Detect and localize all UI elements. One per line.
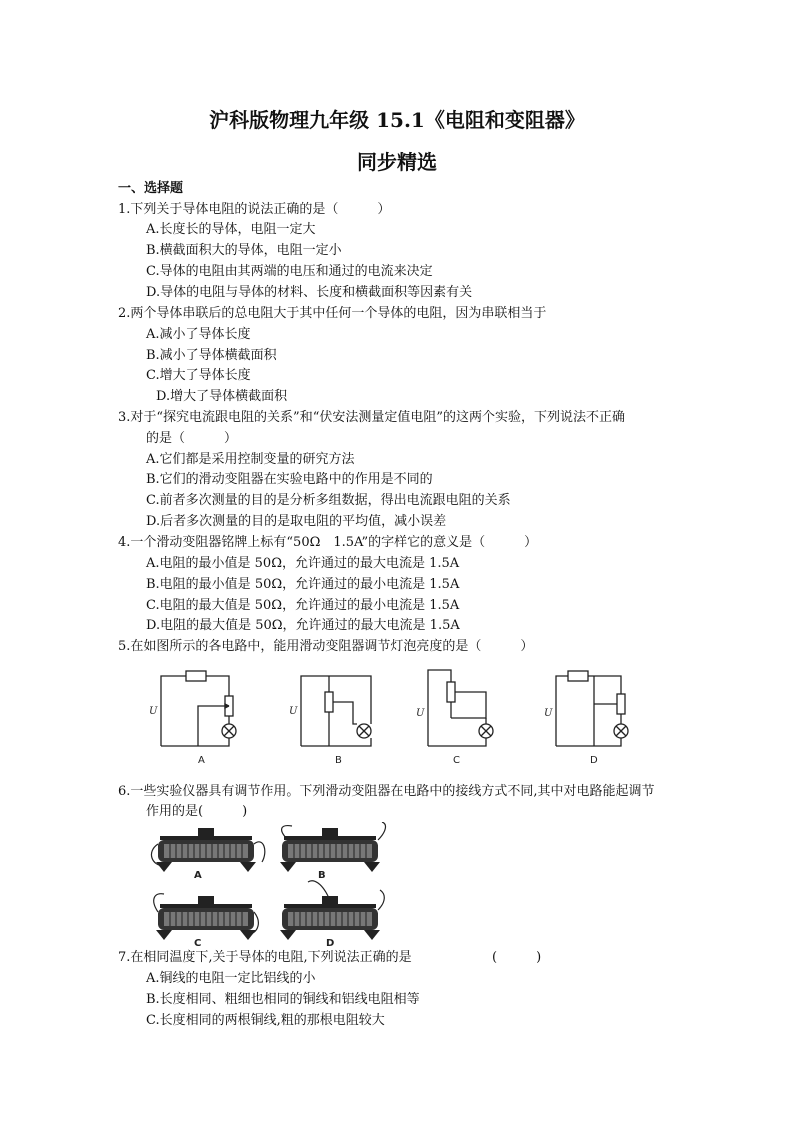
- circuit-diagrams-figure: [146, 664, 656, 770]
- rheostat-a: [151, 828, 264, 872]
- q6-stem: 6.一些实验仪器具有调节作用。下列滑动变阻器在电路中的接线方式不同,其中对电路能起调节: [118, 784, 655, 799]
- q3-option-d: D.后者多次测量的目的是取电阻的平均值，减小误差: [146, 514, 447, 529]
- q7-option-c: C.长度相同的两根铜线,粗的那根电阻较大: [146, 1013, 385, 1028]
- circuit-c-label: C: [453, 755, 460, 766]
- q3-option-b: B.它们的滑动变阻器在实验电路中的作用是不同的: [146, 472, 433, 487]
- q2-option-d: D.增大了导体横截面积: [156, 389, 288, 404]
- q1-option-c: C.导体的电阻由其两端的电压和通过的电流来决定: [146, 264, 433, 279]
- q7-answer-paren: ( ): [492, 950, 542, 965]
- circuit-d-label: D: [590, 755, 598, 766]
- circuit-b: [301, 676, 371, 746]
- q5-stem: 5.在如图所示的各电路中，能用滑动变阻器调节灯泡亮度的是（ ）: [118, 639, 534, 654]
- q4-option-a: A.电阻的最小值是 50Ω，允许通过的最大电流是 1.5A: [146, 556, 460, 571]
- q2-option-b: B.减小了导体横截面积: [146, 348, 277, 363]
- q3-stem: 3.对于“探究电流跟电阻的关系”和“伏安法测量定值电阻”的这两个实验，下列说法不正确: [118, 410, 625, 425]
- circuit-c-voltage-label: U: [416, 708, 425, 719]
- rheostat-wiring-figure: [150, 822, 390, 950]
- q2-option-a: A.减小了导体长度: [146, 327, 251, 342]
- rheostat-a-label: A: [194, 870, 202, 881]
- section-heading: 一、选择题: [118, 181, 184, 196]
- circuit-a-voltage-label: U: [149, 706, 158, 717]
- q7-option-a: A.铜线的电阻一定比铝线的小: [146, 971, 316, 986]
- q4-option-d: D.电阻的最大值是 50Ω，允许通过的最大电流是 1.5A: [146, 618, 460, 633]
- q7-option-b: B.长度相同、粗细也相同的铜线和铝线电阻相等: [146, 992, 420, 1007]
- document-subtitle: 同步精选: [357, 150, 437, 174]
- circuit-d-voltage-label: U: [544, 708, 553, 719]
- q1-option-b: B.横截面积大的导体，电阻一定小: [146, 243, 342, 258]
- q1-option-d: D.导体的电阻与导体的材料、长度和横截面积等因素有关: [146, 285, 473, 300]
- q3-option-a: A.它们都是采用控制变量的研究方法: [146, 452, 355, 467]
- rheostat-b: [280, 822, 385, 872]
- circuit-c: [428, 670, 493, 746]
- rheostat-b-label: B: [318, 870, 326, 881]
- q4-stem: 4.一个滑动变阻器铭牌上标有“50Ω 1.5A”的字样它的意义是（ ）: [118, 535, 538, 550]
- rheostat-c: [154, 894, 259, 940]
- circuit-a-label: A: [198, 755, 205, 766]
- q4-option-b: B.电阻的最小值是 50Ω，允许通过的最小电流是 1.5A: [146, 577, 460, 592]
- q3-option-c: C.前者多次测量的目的是分析多组数据，得出电流跟电阻的关系: [146, 493, 511, 508]
- q1-option-a: A.长度长的导体，电阻一定大: [146, 222, 316, 237]
- circuit-b-label: B: [335, 755, 342, 766]
- q7-stem: 7.在相同温度下,关于导体的电阻,下列说法正确的是: [118, 950, 412, 965]
- circuit-b-voltage-label: U: [289, 706, 298, 717]
- q4-option-c: C.电阻的最大值是 50Ω，允许通过的最小电流是 1.5A: [146, 598, 460, 613]
- q2-option-c: C.增大了导体长度: [146, 368, 251, 383]
- rheostat-d: [280, 881, 384, 940]
- q6-stem-continued: 作用的是( ): [146, 804, 248, 819]
- document-title: 沪科版物理九年级 15.1《电阻和变阻器》: [209, 108, 585, 132]
- circuit-a: [161, 671, 236, 746]
- rheostat-d-label: D: [326, 938, 335, 949]
- rheostat-c-label: C: [194, 938, 202, 949]
- q3-stem-continued: 的是（ ）: [146, 431, 238, 446]
- circuit-d: [556, 671, 628, 746]
- q1-stem: 1.下列关于导体电阻的说法正确的是（ ）: [118, 202, 391, 217]
- q2-stem: 2.两个导体串联后的总电阻大于其中任何一个导体的电阻，因为串联相当于: [118, 306, 547, 321]
